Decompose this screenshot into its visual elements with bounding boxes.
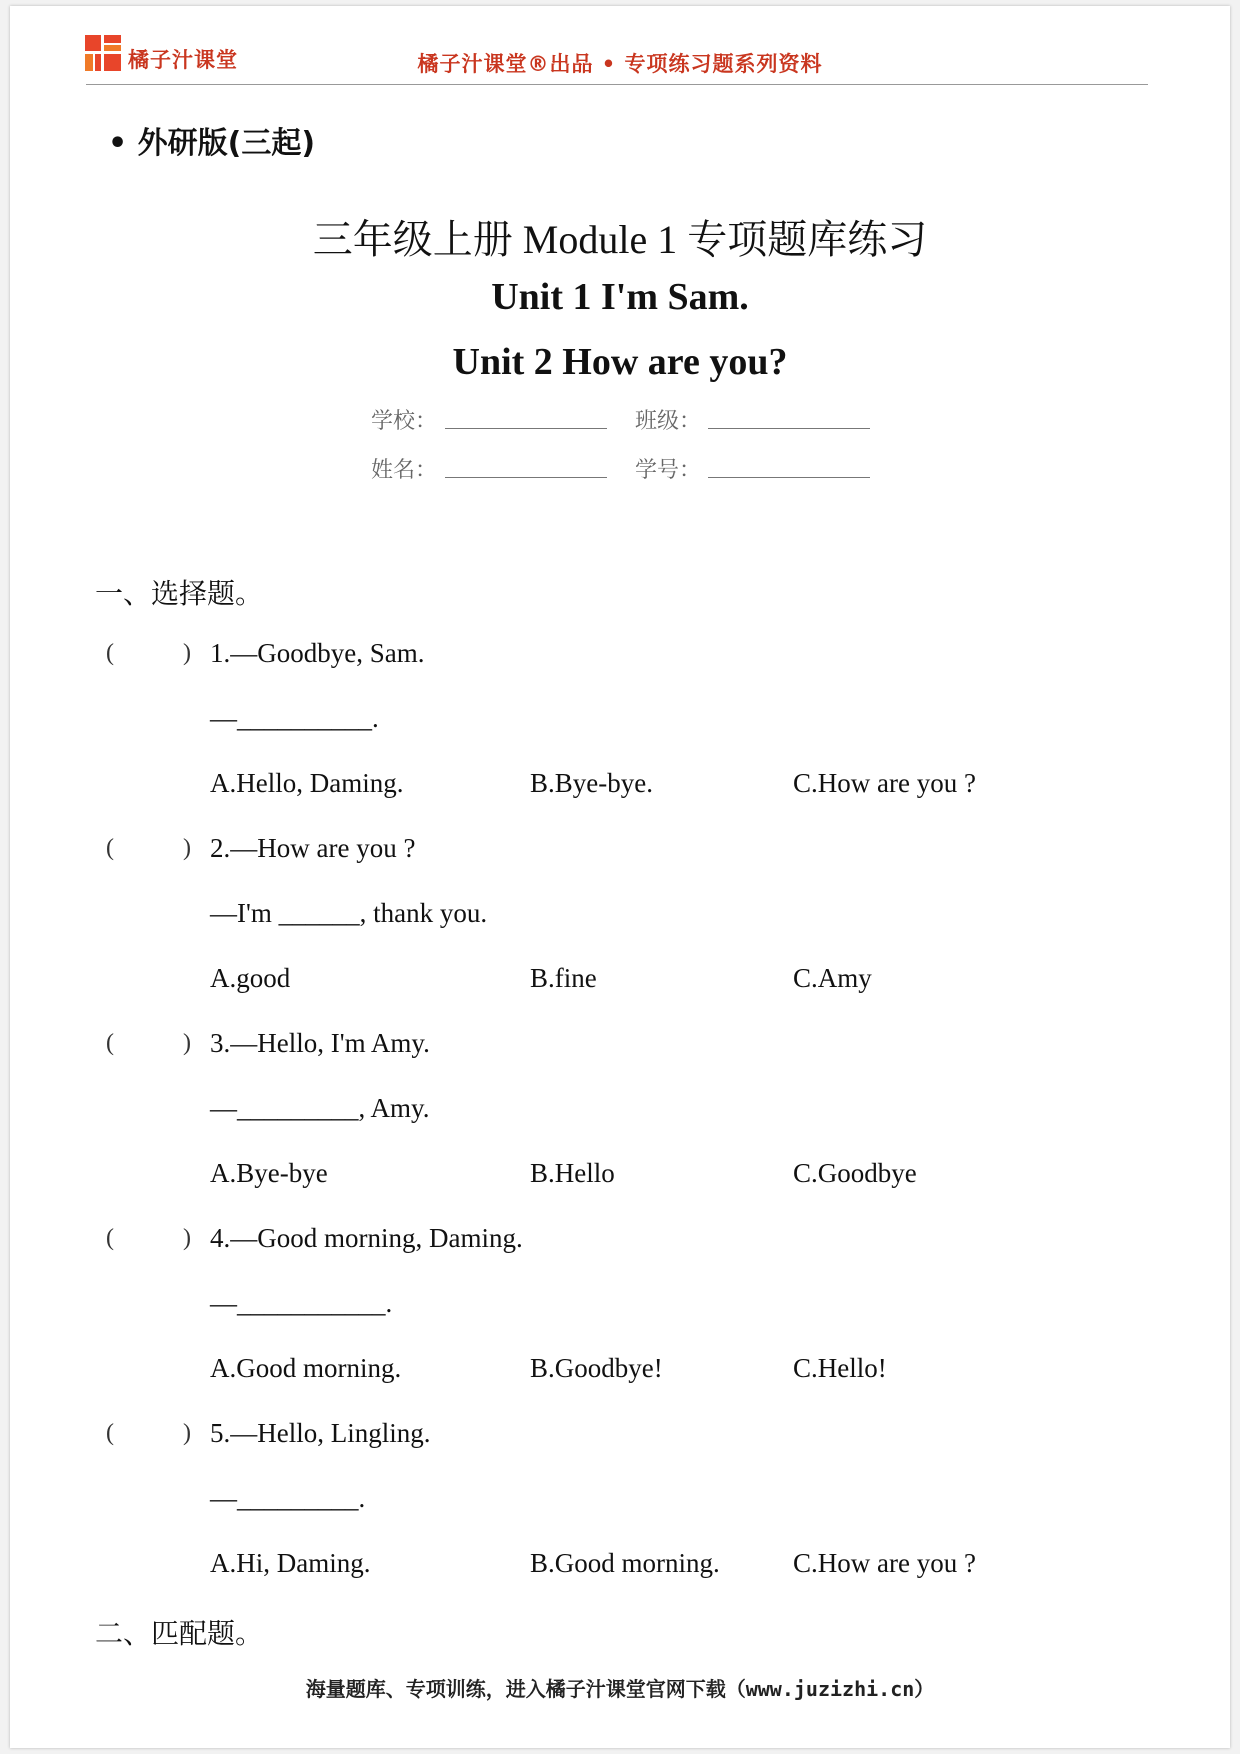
answer-line: —_________. [210,1483,366,1513]
option-a: A.Hi, Daming. [210,1548,371,1578]
answer-paren-close: ) [183,1420,191,1446]
document-page [10,6,1230,1748]
school-field[interactable] [445,428,607,429]
answer-paren-close: ) [183,640,191,666]
answer-paren-open: ( [106,1225,114,1251]
option-c: C.Goodbye [793,1158,917,1188]
answer-paren-close: ) [183,835,191,861]
question-stem: 2.—How are you ? [210,833,416,863]
option-a: A.Bye-bye [210,1158,328,1188]
class-label: 班级： [635,409,702,434]
answer-line: —_________, Amy. [210,1093,430,1123]
option-c: C.Hello! [793,1353,887,1383]
page-title: 三年级上册 Module 1 专项题库练习 [312,217,928,262]
option-c: C.How are you ? [793,768,976,798]
question-stem: 1.—Goodbye, Sam. [210,638,425,668]
question-stem: 3.—Hello, I'm Amy. [210,1028,430,1058]
section-choice-heading: 一、选择题。 [95,577,264,610]
class-field[interactable] [708,428,870,429]
school-label: 学校： [371,409,438,434]
option-c: C.How are you ? [793,1548,976,1578]
answer-paren-open: ( [106,640,114,666]
name-label: 姓名： [371,458,438,483]
answer-paren-open: ( [106,1030,114,1056]
brand-name: 橘子汁课堂 [128,48,238,72]
option-b: B.Good morning. [530,1548,720,1578]
header-divider [86,84,1148,85]
option-b: B.Hello [530,1158,615,1188]
option-b: B.Goodbye! [530,1353,663,1383]
answer-paren-open: ( [106,1420,114,1446]
answer-line: —___________. [210,1288,393,1318]
answer-paren-close: ) [183,1030,191,1056]
edition-label: • 外研版(三起) [108,126,316,161]
option-b: B.Bye-bye. [530,768,653,798]
answer-line: —__________. [210,703,379,733]
name-field[interactable] [445,477,607,478]
unit-2-title: Unit 2 How are you? [452,341,788,383]
answer-paren-open: ( [106,835,114,861]
option-a: A.Hello, Daming. [210,768,404,798]
section-matching-heading: 二、匹配题。 [95,1617,264,1650]
question-stem: 5.—Hello, Lingling. [210,1418,431,1448]
header-title: 橘子汁课堂®出品 • 专项练习题系列资料 [417,52,823,76]
unit-1-title: Unit 1 I'm Sam. [491,276,749,318]
question-stem: 4.—Good morning, Daming. [210,1223,523,1253]
number-field[interactable] [708,477,870,478]
number-label: 学号： [635,458,702,483]
page-footer: 海量题库、专项训练，进入橘子汁课堂官网下载（www.juzizhi.cn） [305,1677,935,1701]
answer-line: —I'm ______, thank you. [210,898,488,928]
answer-paren-close: ) [183,1225,191,1251]
option-c: C.Amy [793,963,872,993]
option-a: A.good [210,963,291,993]
option-a: A.Good morning. [210,1353,402,1383]
option-b: B.fine [530,963,597,993]
